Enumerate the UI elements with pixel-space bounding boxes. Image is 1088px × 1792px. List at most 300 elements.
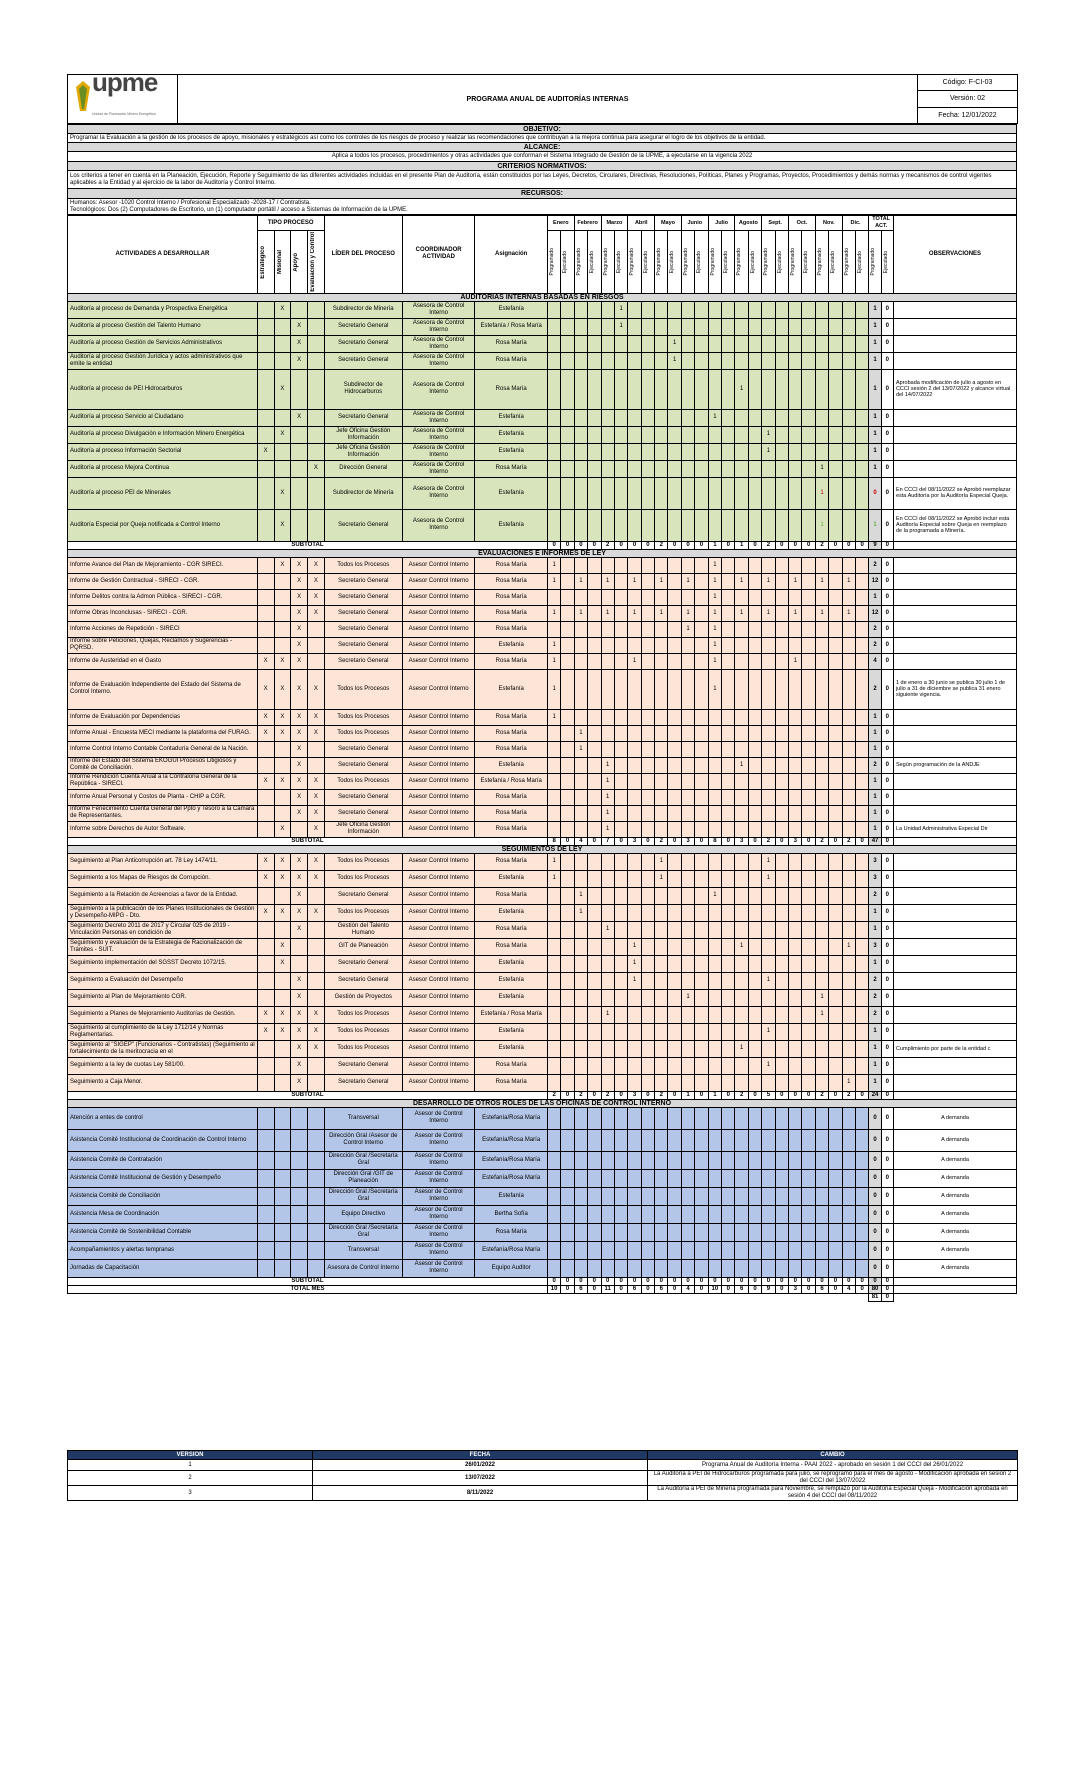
schedule-cell (762, 1241, 775, 1259)
schedule-cell (655, 1057, 668, 1074)
observations-cell (893, 725, 1016, 741)
schedule-cell: 1 (681, 605, 694, 621)
leader-cell: Transversal (324, 1107, 402, 1129)
coordinator-cell: Asesor Control Interno (402, 1006, 475, 1023)
observations-cell (893, 887, 1016, 904)
schedule-cell (775, 955, 788, 972)
schedule-cell (601, 589, 614, 605)
subtotal-cell: 2 (601, 541, 614, 549)
table-row (68, 669, 1017, 709)
total-executed-cell: 0 (881, 1151, 893, 1169)
schedule-cell (775, 1129, 788, 1151)
schedule-cell (775, 989, 788, 1006)
assignment-cell: Rosa María (475, 921, 548, 938)
schedule-cell (789, 904, 802, 921)
process-type-mark (274, 921, 291, 938)
section-title: AUDITORIAS INTERNAS BASADAS EN RIESGOS (68, 293, 1017, 301)
schedule-cell (802, 477, 815, 509)
assignment-cell: Estefanía/Rosa María (475, 1151, 548, 1169)
schedule-cell: 1 (842, 573, 855, 589)
subtotal-cell: 0 (695, 1277, 708, 1285)
schedule-cell (735, 1107, 748, 1129)
activity-cell: Atención a entes de control (68, 1107, 258, 1129)
schedule-cell (829, 1107, 842, 1129)
schedule-cell (762, 1040, 775, 1057)
schedule-cell (708, 904, 721, 921)
process-type-mark: X (291, 1057, 308, 1074)
schedule-cell (748, 573, 761, 589)
process-type-mark (257, 460, 274, 477)
total-programmed-cell: 1 (869, 1074, 881, 1091)
activity-cell: Informe Fenecimiento Cuenta General del Ppto y Tesoro a la Cámara de Representantes. (68, 805, 258, 821)
table-row (68, 773, 1017, 789)
schedule-cell (842, 1107, 855, 1129)
process-type-mark (307, 1223, 324, 1241)
process-type-mark (291, 821, 308, 837)
schedule-cell (829, 709, 842, 725)
leader-cell: Todos los Procesos (324, 773, 402, 789)
schedule-cell (815, 426, 828, 443)
assignment-cell: Rosa María (475, 557, 548, 573)
schedule-cell (695, 1223, 708, 1241)
schedule-cell (815, 1057, 828, 1074)
schedule-cell (601, 1107, 614, 1129)
observations-cell (893, 301, 1016, 318)
schedule-cell (601, 1057, 614, 1074)
schedule-cell (601, 870, 614, 887)
schedule-cell (668, 821, 681, 837)
table-row (68, 301, 1017, 318)
schedule-cell (641, 1151, 654, 1169)
schedule-cell (547, 621, 560, 637)
schedule-cell (641, 443, 654, 460)
activity-cell: Asistencia Comité de Sostenibilidad Contable (68, 1223, 258, 1241)
schedule-cell (655, 805, 668, 821)
activity-cell: Seguimiento a la ley de cuotas Ley 581/00. (68, 1057, 258, 1074)
coordinator-cell: Asesor Control Interno (402, 1023, 475, 1040)
process-type-mark (307, 741, 324, 757)
schedule-cell (829, 1223, 842, 1241)
schedule-cell (614, 352, 627, 369)
schedule-cell (628, 335, 641, 352)
total-executed-cell: 0 (881, 1259, 893, 1277)
observations-cell (893, 653, 1016, 669)
process-type-mark: X (257, 443, 274, 460)
schedule-cell (708, 426, 721, 443)
schedule-cell (748, 741, 761, 757)
leader-cell: Dirección Gral /Secretaría Gral (324, 1187, 402, 1205)
schedule-cell: 1 (735, 573, 748, 589)
total-month-cell: 0 (561, 1285, 574, 1293)
activity-cell: Informe Rendición Cuenta Anual a la Contraloría General de la República - SIRECI. (68, 773, 258, 789)
schedule-cell (628, 1006, 641, 1023)
schedule-cell: 1 (762, 870, 775, 887)
schedule-cell (614, 805, 627, 821)
observations-cell: 1 de enero a 30 junio se publica 30 julio 1 de julio a 31 de diciembre se publica 31 enero siguiente vigencia. (893, 669, 1016, 709)
schedule-cell (735, 887, 748, 904)
total-programmed-cell: 0 (869, 1129, 881, 1151)
schedule-cell (842, 904, 855, 921)
total-programmed-cell: 0 (869, 1223, 881, 1241)
schedule-cell (762, 773, 775, 789)
schedule-cell (561, 789, 574, 805)
schedule-cell (574, 989, 587, 1006)
assignment-cell: Estefanía (475, 1187, 548, 1205)
subtotal-cell: 0 (614, 837, 627, 845)
schedule-cell (588, 318, 601, 335)
schedule-cell (655, 621, 668, 637)
total-programmed-cell: 1 (869, 318, 881, 335)
month-header: Oct. (789, 216, 816, 231)
schedule-cell: 1 (681, 621, 694, 637)
total-executed-cell: 0 (881, 621, 893, 637)
programado-label: Programado (709, 248, 716, 276)
schedule-cell (708, 301, 721, 318)
schedule-cell (561, 904, 574, 921)
schedule-cell (641, 789, 654, 805)
schedule-cell (547, 1057, 560, 1074)
schedule-cell (628, 1129, 641, 1151)
schedule-cell (856, 1205, 869, 1223)
schedule-cell (762, 669, 775, 709)
schedule-cell (681, 904, 694, 921)
process-type-mark (307, 938, 324, 955)
schedule-cell (735, 955, 748, 972)
subtotal-cell: 2 (574, 1091, 587, 1099)
schedule-cell (856, 870, 869, 887)
process-type-mark: X (257, 725, 274, 741)
schedule-cell (735, 870, 748, 887)
coordinator-cell: Asesor Control Interno (402, 989, 475, 1006)
schedule-cell (748, 335, 761, 352)
month-header: Febrero (574, 216, 601, 231)
schedule-cell (695, 637, 708, 653)
schedule-cell (655, 1151, 668, 1169)
ejecutado-label: Ejecutado (696, 250, 703, 273)
total-month-cell: 6 (574, 1285, 587, 1293)
total-executed-cell: 0 (881, 477, 893, 509)
subtotal-cell: 0 (588, 1091, 601, 1099)
process-type-mark: X (291, 637, 308, 653)
schedule-cell (547, 477, 560, 509)
schedule-cell (601, 1205, 614, 1223)
assignment-cell: Rosa María (475, 887, 548, 904)
observations-cell (893, 709, 1016, 725)
schedule-cell (655, 904, 668, 921)
grand-spacer (68, 1293, 869, 1301)
schedule-cell (695, 1187, 708, 1205)
process-type-mark: X (291, 921, 308, 938)
schedule-cell (547, 821, 560, 837)
schedule-cell (815, 1151, 828, 1169)
schedule-cell (802, 1241, 815, 1259)
schedule-cell (842, 589, 855, 605)
schedule-cell (789, 443, 802, 460)
schedule-cell (695, 853, 708, 870)
programado-subheader (655, 231, 668, 294)
schedule-cell (628, 509, 641, 541)
process-type-mark (257, 989, 274, 1006)
schedule-cell (722, 1023, 735, 1040)
observations-cell: A demanda (893, 1187, 1016, 1205)
process-type-mark (274, 605, 291, 621)
schedule-cell (762, 1074, 775, 1091)
process-type-mark: X (307, 853, 324, 870)
schedule-cell (681, 789, 694, 805)
process-type-subheader (274, 231, 291, 294)
schedule-cell (561, 805, 574, 821)
schedule-cell (668, 1006, 681, 1023)
schedule-cell (641, 821, 654, 837)
subtotal-cell: 1 (708, 1091, 721, 1099)
activity-cell: Seguimiento al Plan de Mejoramiento CGR. (68, 989, 258, 1006)
coordinator-cell: Asesor de Control Interno (402, 1151, 475, 1169)
subtotal-cell: 1 (735, 541, 748, 549)
table-row (68, 460, 1017, 477)
subtotal-cell: 0 (789, 1091, 802, 1099)
schedule-cell: 1 (574, 605, 587, 621)
observations-cell: Según programación de la ANDJE (893, 757, 1016, 773)
schedule-cell (722, 409, 735, 426)
schedule-cell (748, 870, 761, 887)
ejecutado-subheader (614, 231, 627, 294)
total-programmed-cell: 1 (869, 301, 881, 318)
schedule-cell (789, 318, 802, 335)
activity-cell: Seguimiento a Planes de Mejoramiento Auditorías de Gestión. (68, 1006, 258, 1023)
programado-subheader (762, 231, 775, 294)
schedule-cell (561, 821, 574, 837)
schedule-cell (588, 904, 601, 921)
schedule-cell (681, 1074, 694, 1091)
schedule-cell (789, 805, 802, 821)
schedule-cell (628, 805, 641, 821)
schedule-cell: 1 (655, 853, 668, 870)
activity-cell: Informe sobre Peticiones, Quejas, Reclamos y Sugerencias - PQRSD. (68, 637, 258, 653)
schedule-cell (815, 757, 828, 773)
schedule-cell (641, 605, 654, 621)
schedule-cell (601, 709, 614, 725)
schedule-cell (681, 637, 694, 653)
schedule-cell (829, 972, 842, 989)
ejecutado-subheader (829, 231, 842, 294)
schedule-cell (748, 318, 761, 335)
schedule-cell (628, 318, 641, 335)
schedule-cell (641, 637, 654, 653)
schedule-cell (681, 853, 694, 870)
total-programmed-cell: 0 (869, 1187, 881, 1205)
schedule-cell (641, 589, 654, 605)
schedule-cell (614, 1259, 627, 1277)
table-row (68, 709, 1017, 725)
leader-cell: Transversal (324, 1241, 402, 1259)
schedule-cell (561, 1259, 574, 1277)
schedule-cell (561, 853, 574, 870)
schedule-cell (655, 757, 668, 773)
table-row (68, 1205, 1017, 1223)
schedule-cell (588, 1006, 601, 1023)
process-type-mark (257, 887, 274, 904)
activity-cell: Seguimiento implementación del SGSST Decreto 1072/15. (68, 955, 258, 972)
schedule-cell (601, 1169, 614, 1187)
observations-cell (893, 1023, 1016, 1040)
activity-cell: Informe sobre Derechos de Autor Software. (68, 821, 258, 837)
schedule-cell (762, 477, 775, 509)
schedule-cell (655, 955, 668, 972)
schedule-cell (829, 573, 842, 589)
schedule-cell (588, 789, 601, 805)
subtotal-cell: 2 (735, 1091, 748, 1099)
schedule-cell (815, 1040, 828, 1057)
schedule-cell (574, 460, 587, 477)
schedule-cell (681, 870, 694, 887)
schedule-cell (641, 955, 654, 972)
programado-subheader (681, 231, 694, 294)
process-type-mark: X (274, 669, 291, 709)
ejecutado-label: Ejecutado (857, 250, 864, 273)
schedule-cell: 1 (708, 887, 721, 904)
process-type-mark (291, 938, 308, 955)
schedule-cell (775, 887, 788, 904)
schedule-cell (775, 741, 788, 757)
schedule-cell (681, 1107, 694, 1129)
schedule-cell (614, 605, 627, 621)
coordinator-cell: Asesora de Control Interno (402, 352, 475, 369)
schedule-cell (561, 955, 574, 972)
schedule-cell (815, 1205, 828, 1223)
total-programmed-cell: 1 (869, 369, 881, 409)
schedule-cell (775, 1241, 788, 1259)
schedule-cell (815, 789, 828, 805)
total-programmed-cell: 0 (869, 1259, 881, 1277)
schedule-cell (614, 509, 627, 541)
leader-cell: Secretario General (324, 637, 402, 653)
process-type-mark (291, 1169, 308, 1187)
schedule-cell: 1 (708, 653, 721, 669)
schedule-cell (668, 1129, 681, 1151)
table-row (68, 1259, 1017, 1277)
schedule-cell (775, 352, 788, 369)
schedule-cell (722, 352, 735, 369)
schedule-cell (775, 369, 788, 409)
assignment-cell: Estefanía (475, 637, 548, 653)
leader-cell: Todos los Procesos (324, 669, 402, 709)
schedule-cell (856, 725, 869, 741)
activity-cell: Auditoría al proceso Gestión Jurídica y actos administrativos que emite la entidad (68, 352, 258, 369)
schedule-cell (641, 938, 654, 955)
total-month-label: TOTAL MES (68, 1285, 548, 1293)
schedule-cell: 1 (815, 1006, 828, 1023)
process-type-mark: X (274, 369, 291, 409)
schedule-cell (668, 301, 681, 318)
total-programmed-cell: 2 (869, 989, 881, 1006)
assignment-cell: Rosa María (475, 653, 548, 669)
schedule-cell (775, 653, 788, 669)
schedule-cell (681, 1205, 694, 1223)
schedule-cell (829, 301, 842, 318)
schedule-cell: 1 (708, 557, 721, 573)
total-executed-cell: 0 (881, 335, 893, 352)
schedule-cell (547, 904, 560, 921)
schedule-cell (802, 773, 815, 789)
schedule-cell (762, 1259, 775, 1277)
schedule-cell (735, 621, 748, 637)
total-executed-cell: 0 (881, 573, 893, 589)
subtotal-executed: 0 (881, 1091, 893, 1099)
schedule-cell (547, 725, 560, 741)
schedule-cell (601, 301, 614, 318)
schedule-cell (668, 972, 681, 989)
schedule-cell (748, 557, 761, 573)
schedule-cell (628, 1057, 641, 1074)
schedule-cell (802, 870, 815, 887)
schedule-cell (655, 653, 668, 669)
schedule-cell (668, 757, 681, 773)
schedule-cell (815, 955, 828, 972)
schedule-cell (655, 1187, 668, 1205)
process-type-mark: X (291, 887, 308, 904)
leader-cell: Subdirector de Minería (324, 301, 402, 318)
leader-cell: Jefe Oficina Gestión Información (324, 821, 402, 837)
leader-cell: Jefe Oficina Gestión Información (324, 426, 402, 443)
schedule-cell (815, 637, 828, 653)
schedule-cell (762, 509, 775, 541)
observations-cell (893, 1074, 1016, 1091)
process-type-mark (257, 409, 274, 426)
schedule-cell (601, 741, 614, 757)
schedule-cell (748, 1040, 761, 1057)
version-header: VERSIÓN (68, 1451, 313, 1460)
subtotal-cell: 0 (722, 1091, 735, 1099)
subtotal-cell: 0 (748, 837, 761, 845)
schedule-cell (588, 669, 601, 709)
assignment-cell: Estefanía (475, 477, 548, 509)
schedule-cell (762, 301, 775, 318)
subtotal-spacer (893, 1091, 1016, 1099)
schedule-cell (641, 1169, 654, 1187)
schedule-cell (735, 1057, 748, 1074)
schedule-cell (856, 426, 869, 443)
schedule-cell (789, 989, 802, 1006)
grand-total-executed: 0 (881, 1293, 893, 1301)
process-type-mark (274, 1205, 291, 1223)
leader-cell: Secretario General (324, 509, 402, 541)
total-month-cell: 0 (668, 1285, 681, 1293)
schedule-cell (681, 352, 694, 369)
schedule-cell (614, 477, 627, 509)
schedule-cell (614, 921, 627, 938)
schedule-cell (588, 972, 601, 989)
table-row (68, 887, 1017, 904)
process-type-mark (274, 805, 291, 821)
schedule-cell (614, 1151, 627, 1169)
schedule-cell (802, 460, 815, 477)
schedule-cell (708, 1241, 721, 1259)
schedule-cell: 1 (601, 573, 614, 589)
schedule-cell (722, 589, 735, 605)
schedule-cell (856, 887, 869, 904)
schedule-cell (722, 1241, 735, 1259)
subtotal-cell: 0 (641, 837, 654, 845)
schedule-cell (735, 637, 748, 653)
schedule-cell (748, 637, 761, 653)
schedule-cell (856, 921, 869, 938)
activity-cell: Informe del Estado del Sistema EKOGUI Procesos Litigiosos y Comité de Conciliación. (68, 757, 258, 773)
table-row (68, 989, 1017, 1006)
schedule-cell (789, 972, 802, 989)
schedule-cell (561, 301, 574, 318)
schedule-cell (695, 509, 708, 541)
process-type-mark (291, 1241, 308, 1259)
